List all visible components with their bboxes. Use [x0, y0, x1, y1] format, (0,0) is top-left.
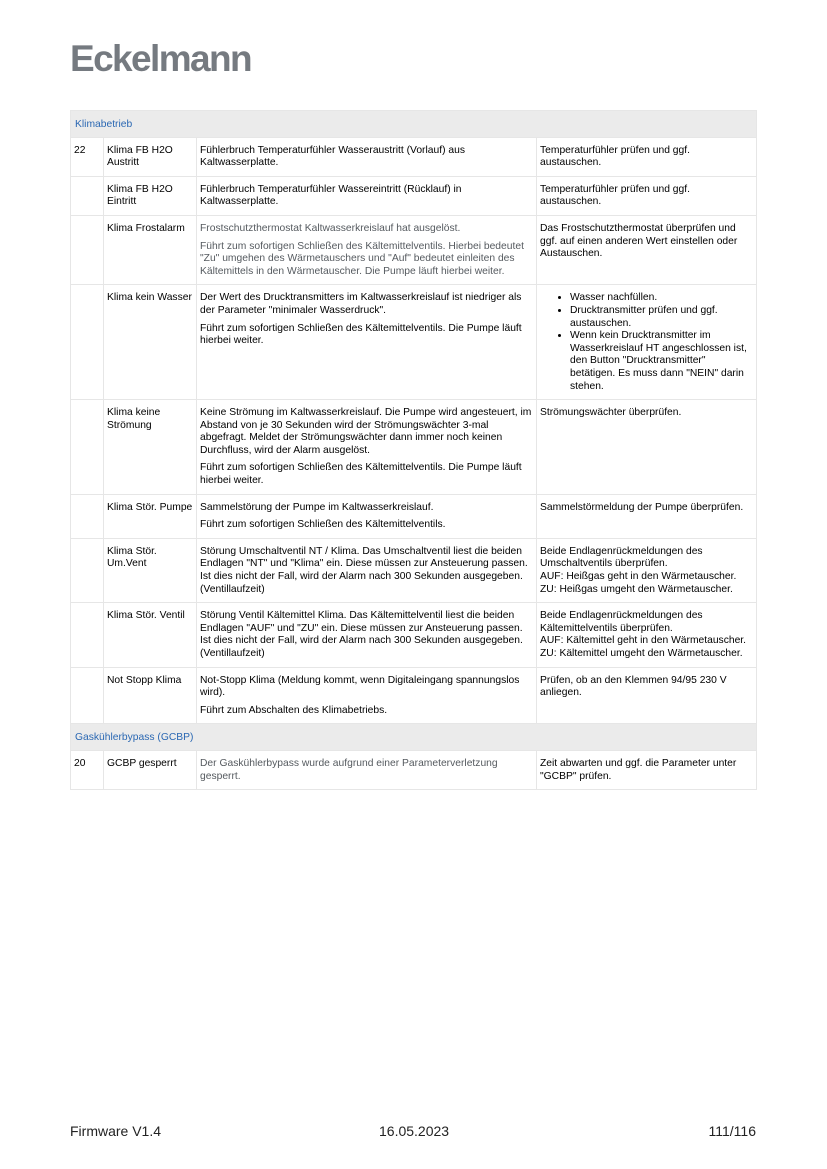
eckelmann-logo: Eckelmann: [70, 38, 251, 79]
table-row: [71, 494, 757, 538]
alarm-action: Das Frostschutzthermostat überprüfen und ggf. auf einen anderen Wert einstellen oder Austauschen.: [537, 215, 757, 284]
alarm-description: [197, 176, 537, 215]
alarm-nr: [71, 538, 104, 602]
description-text: Fühlerbruch Temperaturfühler Wasseraustritt (Vorlauf) aus Kaltwasserplatte.: [200, 144, 465, 169]
footer-date: 16.05.2023: [379, 1123, 450, 1139]
description-text: Der Wert des Drucktransmitters im Kaltwasserkreislauf ist niedriger als der Parameter "minimaler Wasserdruck".: [200, 292, 522, 316]
table-row: [71, 176, 757, 215]
description-text: Keine Strömung im Kaltwasserkreislauf. Die Pumpe wird angesteuert, im Abstand von je 30 Sekunden wird der Strömungswächter 3-mal abgefragt. Meldet der Strömungswächter dann immer noch keinen Durchfluss, wird der Alarm ausgelöst.: [200, 407, 532, 456]
alarm-nr: [71, 400, 104, 495]
alarm-name: Klima Stör. Pumpe: [104, 494, 197, 538]
description-text: Führt zum sofortigen Schließen des Kältemittelventils.: [200, 519, 446, 531]
description-text: Der Gaskühlerbypass wurde aufgrund einer Parameterverletzung gesperrt.: [200, 757, 498, 782]
alarm-table: [70, 110, 757, 790]
alarm-action: [537, 285, 757, 400]
alarm-nr: [71, 215, 104, 284]
alarm-action: Prüfen, ob an den Klemmen 94/95 230 V anliegen.: [537, 667, 757, 724]
table-row: [71, 400, 757, 495]
alarm-description: [197, 538, 537, 602]
section-header-klimabetrieb: [71, 111, 757, 138]
alarm-name: Klima Frostalarm: [104, 215, 197, 284]
description-text: Führt zum sofortigen Schließen des Kältemittelventils. Die Pumpe läuft hierbei weiter.: [200, 322, 522, 347]
alarm-description: [197, 285, 537, 400]
description-text: Führt zum Abschalten des Klimabetriebs.: [200, 704, 388, 716]
alarm-description: [197, 603, 537, 667]
alarm-action: Beide Endlagenrückmeldungen des Kältemittelventils überprüfen. AUF: Kältemittel geht in den Wärmetauscher. ZU: Kältemittel umgeht den Wärmetauscher.: [537, 603, 757, 667]
description-text: Führt zum sofortigen Schließen des Kältemittelventils. Hierbei bedeutet "Zu" umgehen des Wärmetauschers und "Auf" bedeutet einleiten des Kältemittels in den Wärmetauscher. Die Pumpe läuft hierbei weiter.: [200, 240, 524, 277]
alarm-name: Not Stopp Klima: [104, 667, 197, 724]
alarm-nr: [71, 667, 104, 724]
description-text: Störung Ventil Kältemittel Klima. Das Kältemittelventil liest die beiden Endlagen "AUF" und "ZU" ein. Diese müssen zur Ansteuerung passen. Ist dies nicht der Fall, wird der Alarm nach 300 Sekunden ausgegeben. (Ventillaufzeit): [200, 610, 523, 659]
table-row: [71, 137, 757, 176]
alarm-name: Klima Stör. Ventil: [104, 603, 197, 667]
list-item: • Wenn kein Drucktransmitter im Wasserkreislauf HT angeschlossen ist, den Button "Drucktransmitter" betätigen. Es muss dann "NEIN" darin stehen.: [570, 330, 753, 393]
footer-firmware: Firmware V1.4: [70, 1123, 162, 1139]
alarm-action: Temperaturfühler prüfen und ggf. austauschen.: [537, 137, 757, 176]
description-text: Frostschutzthermostat Kaltwasserkreislauf hat ausgelöst.: [200, 222, 461, 234]
description-text: Sammelstörung der Pumpe im Kaltwasserkreislauf.: [200, 501, 434, 513]
table-row: [71, 215, 757, 284]
action-list: [540, 292, 753, 393]
description-text: Fühlerbruch Temperaturfühler Wassereintritt (Rücklauf) in Kaltwasserplatte.: [200, 183, 462, 208]
alarm-description: [197, 750, 537, 789]
alarm-action: Temperaturfühler prüfen und ggf. austauschen.: [537, 176, 757, 215]
list-item: • Drucktransmitter prüfen und ggf. austauschen.: [570, 305, 753, 330]
table-row: [71, 750, 757, 789]
alarm-nr: [71, 176, 104, 215]
alarm-name: Klima FB H2O Austritt: [104, 137, 197, 176]
section-title: Gaskühlerbypass (GCBP): [71, 724, 757, 751]
alarm-name: Klima kein Wasser: [104, 285, 197, 400]
alarm-description: [197, 667, 537, 724]
alarm-nr: 20: [71, 750, 104, 789]
alarm-name: GCBP gesperrt: [104, 750, 197, 789]
alarm-description: [197, 137, 537, 176]
alarm-nr: [71, 494, 104, 538]
footer-page-number: 111/116: [708, 1123, 756, 1139]
alarm-name: Klima Stör. Um.Vent: [104, 538, 197, 602]
alarm-action: Beide Endlagenrückmeldungen des Umschaltventils überprüfen. AUF: Heißgas geht in den Wärmetauscher. ZU: Heißgas umgeht den Wärmetauscher.: [537, 538, 757, 602]
alarm-description: [197, 215, 537, 284]
alarm-name: Klima FB H2O Eintritt: [104, 176, 197, 215]
description-text: Not-Stopp Klima (Meldung kommt, wenn Digitaleingang spannungslos wird).: [200, 674, 520, 699]
alarm-action: Zeit abwarten und ggf. die Parameter unter "GCBP" prüfen.: [537, 750, 757, 789]
alarm-nr: 22: [71, 137, 104, 176]
alarm-description: [197, 494, 537, 538]
list-item: • Wasser nachfüllen.: [570, 292, 753, 305]
table-row: [71, 667, 757, 724]
table-row: [71, 603, 757, 667]
alarm-nr: [71, 603, 104, 667]
alarm-action: Strömungswächter überprüfen.: [537, 400, 757, 495]
alarm-nr: [71, 285, 104, 400]
alarm-name: Klima keine Strömung: [104, 400, 197, 495]
alarm-description: [197, 400, 537, 495]
section-header-gcbp: [71, 724, 757, 751]
alarm-action: Sammelstörmeldung der Pumpe überprüfen.: [537, 494, 757, 538]
description-text: Führt zum sofortigen Schließen des Kältemittelventils. Die Pumpe läuft hierbei weiter.: [200, 462, 522, 487]
table-row: [71, 285, 757, 400]
description-text: Störung Umschaltventil NT / Klima. Das Umschaltventil liest die beiden Endlagen "NT" und "Klima" ein. Diese müssen zur Ansteuerung passen. Ist dies nicht der Fall, wird der Alarm nach 300 Sekunden ausgegeben. (Ventillaufzeit): [200, 545, 528, 595]
section-title: Klimabetrieb: [71, 111, 757, 138]
table-row: [71, 538, 757, 602]
